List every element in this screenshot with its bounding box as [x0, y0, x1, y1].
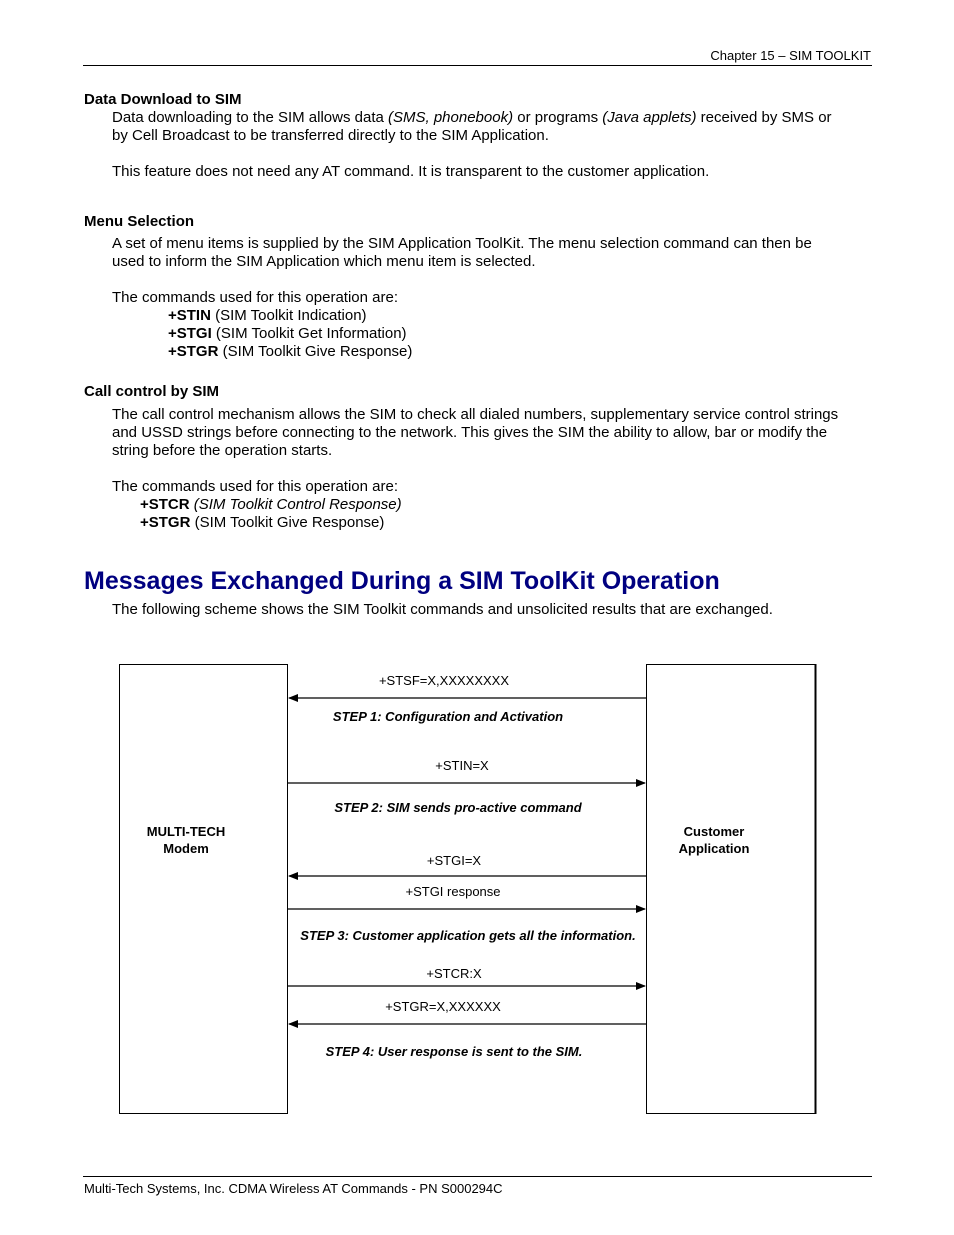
messages-heading: Messages Exchanged During a SIM ToolKit Operation: [84, 567, 720, 595]
command-item: +STGI (SIM Toolkit Get Information): [168, 325, 407, 342]
msg-stin-label: +STIN=X: [435, 758, 489, 773]
footer-rule: [83, 1176, 872, 1177]
modem-box: [120, 665, 288, 1114]
modem-label-line1: MULTI-TECH: [146, 824, 226, 839]
menu-selection-commands-intro: The commands used for this operation are:: [112, 289, 398, 306]
section-heading-menu-selection: Menu Selection: [84, 213, 195, 230]
page-header: Chapter 15 – SIM TOOLKIT: [710, 48, 871, 63]
step-2-label: STEP 2: SIM sends pro-active command: [334, 800, 582, 815]
section-heading-call-control: Call control by SIM: [84, 383, 220, 400]
customer-application-box: [647, 665, 816, 1114]
command-item: +STIN (SIM Toolkit Indication): [168, 307, 367, 324]
messages-intro: The following scheme shows the SIM Toolkit commands and unsolicited results that are exchanged.: [112, 601, 773, 618]
call-control-paragraph: The call control mechanism allows the SIM to check all dialed numbers, supplementary service control strings and USSD strings before connecting to the network. This gives the SIM the ability to allow, bar or modify the string before the operation starts.: [112, 406, 839, 459]
msg-stgi-label: +STGI=X: [426, 853, 482, 868]
msg-stcr-label: +STCR:X: [426, 966, 482, 981]
command-item: +STCR (SIM Toolkit Control Response): [140, 496, 402, 513]
menu-selection-paragraph: A set of menu items is supplied by the SIM Application ToolKit. The menu selection command can then be used to inform the SIM Application which menu item is selected.: [112, 235, 812, 270]
page-footer: Multi-Tech Systems, Inc. CDMA Wireless AT Commands - PN S000294C: [84, 1181, 503, 1196]
section-heading-data-download: Data Download to SIM: [84, 91, 242, 108]
customer-label-line2: Application: [678, 841, 750, 856]
msg-stgi-response-label: +STGI response: [405, 884, 501, 899]
command-item: +STGR (SIM Toolkit Give Response): [140, 514, 385, 531]
msg-stsf-label: +STSF=X,XXXXXXXX: [378, 673, 510, 688]
msg-stgr-label: +STGR=X,XXXXXX: [385, 999, 501, 1014]
step-1-label: STEP 1: Configuration and Activation: [332, 709, 564, 724]
step-4-label: STEP 4: User response is sent to the SIM.: [325, 1044, 583, 1059]
customer-label-line1: Customer: [683, 824, 745, 839]
command-item: +STGR (SIM Toolkit Give Response): [168, 343, 413, 360]
data-download-paragraph: Data downloading to the SIM allows data (SMS, phonebook) or programs (Java applets) received by SMS or by Cell Broadcast to be transferred directly to the SIM Application.: [112, 109, 832, 144]
data-download-note: This feature does not need any AT command. It is transparent to the customer application.: [112, 163, 710, 180]
step-3-label: STEP 3: Customer application gets all the information.: [300, 928, 636, 943]
call-control-commands-intro: The commands used for this operation are:: [112, 478, 398, 495]
modem-label-line2: Modem: [163, 841, 209, 856]
